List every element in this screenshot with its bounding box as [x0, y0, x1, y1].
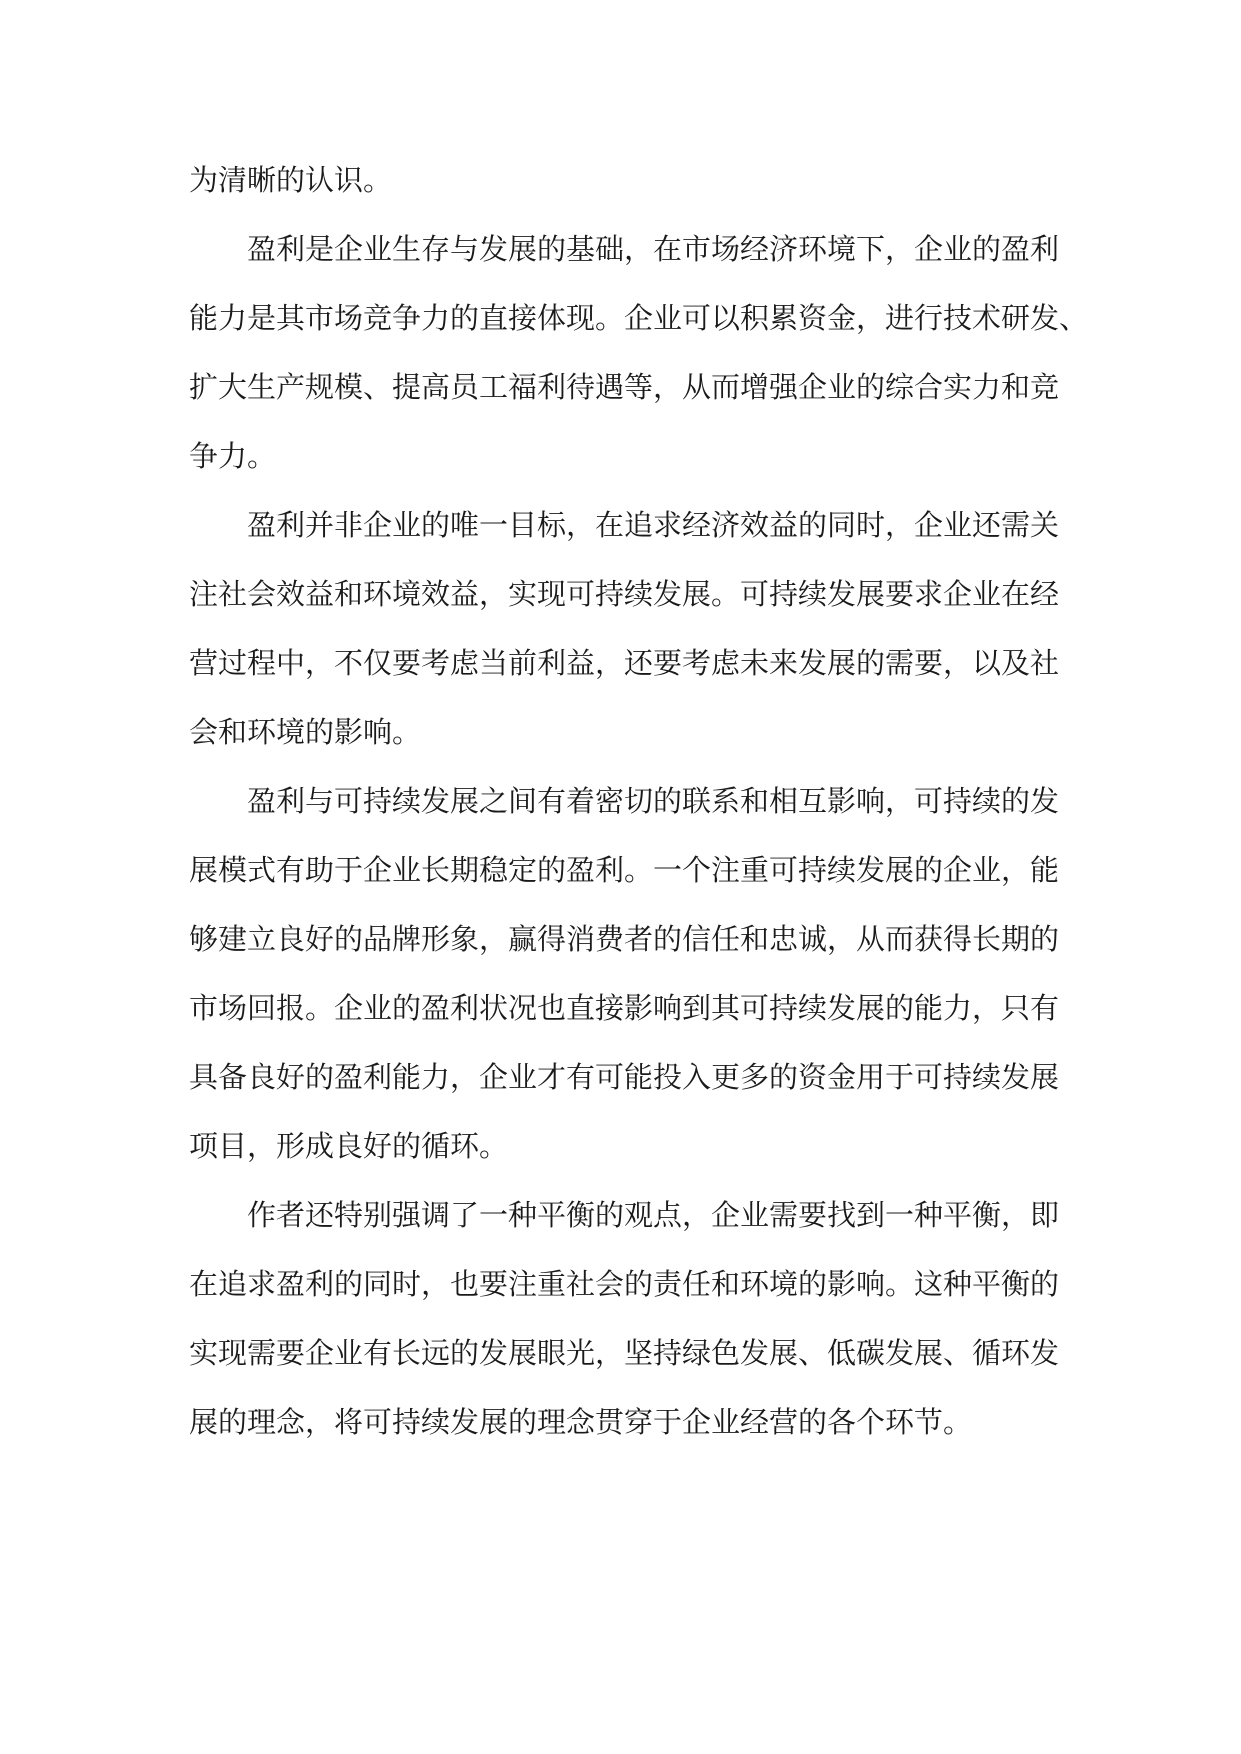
text-line: 争力。 [189, 439, 277, 473]
text-line: 作者还特别强调了一种平衡的观点，企业需要找到一种平衡，即 [247, 1198, 1060, 1232]
text-line: 为清晰的认识。 [189, 163, 393, 197]
text-line: 展模式有助于企业长期稳定的盈利。一个注重可持续发展的企业，能 [189, 853, 1060, 887]
text-line: 项目，形成良好的循环。 [189, 1129, 509, 1163]
text-line: 够建立良好的品牌形象，赢得消费者的信任和忠诚，从而获得长期的 [189, 922, 1060, 956]
text-line: 扩大生产规模、提高员工福利待遇等，从而增强企业的综合实力和竞 [189, 370, 1060, 404]
paragraph [189, 146, 1056, 215]
paragraph [189, 215, 1089, 491]
text-line: 会和环境的影响。 [189, 715, 422, 749]
text-line: 展的理念，将可持续发展的理念贯穿于企业经营的各个环节。 [189, 1405, 973, 1439]
text-line: 营过程中，不仅要考虑当前利益，还要考虑未来发展的需要，以及社 [189, 646, 1060, 680]
text-line: 具备良好的盈利能力，企业才有可能投入更多的资金用于可持续发展 [189, 1060, 1060, 1094]
text-line: 实现需要企业有长远的发展眼光，坚持绿色发展、低碳发展、循环发 [189, 1336, 1060, 1370]
text-line: 盈利是企业生存与发展的基础，在市场经济环境下，企业的盈利 [247, 232, 1060, 266]
text-line: 盈利并非企业的唯一目标，在追求经济效益的同时，企业还需关 [247, 508, 1060, 542]
text-line: 在追求盈利的同时，也要注重社会的责任和环境的影响。这种平衡的 [189, 1267, 1060, 1301]
paragraph [189, 1181, 1060, 1457]
text-line: 能力是其市场竞争力的直接体现。企业可以积累资金，进行技术研发、 [189, 301, 1089, 335]
text-line: 市场回报。企业的盈利状况也直接影响到其可持续发展的能力，只有 [189, 991, 1060, 1025]
paragraph [189, 491, 1060, 767]
paragraph [189, 767, 1060, 1181]
text-line: 盈利与可持续发展之间有着密切的联系和相互影响，可持续的发 [247, 784, 1060, 818]
text-line: 注社会效益和环境效益，实现可持续发展。可持续发展要求企业在经 [189, 577, 1060, 611]
document-body [189, 146, 1089, 1457]
